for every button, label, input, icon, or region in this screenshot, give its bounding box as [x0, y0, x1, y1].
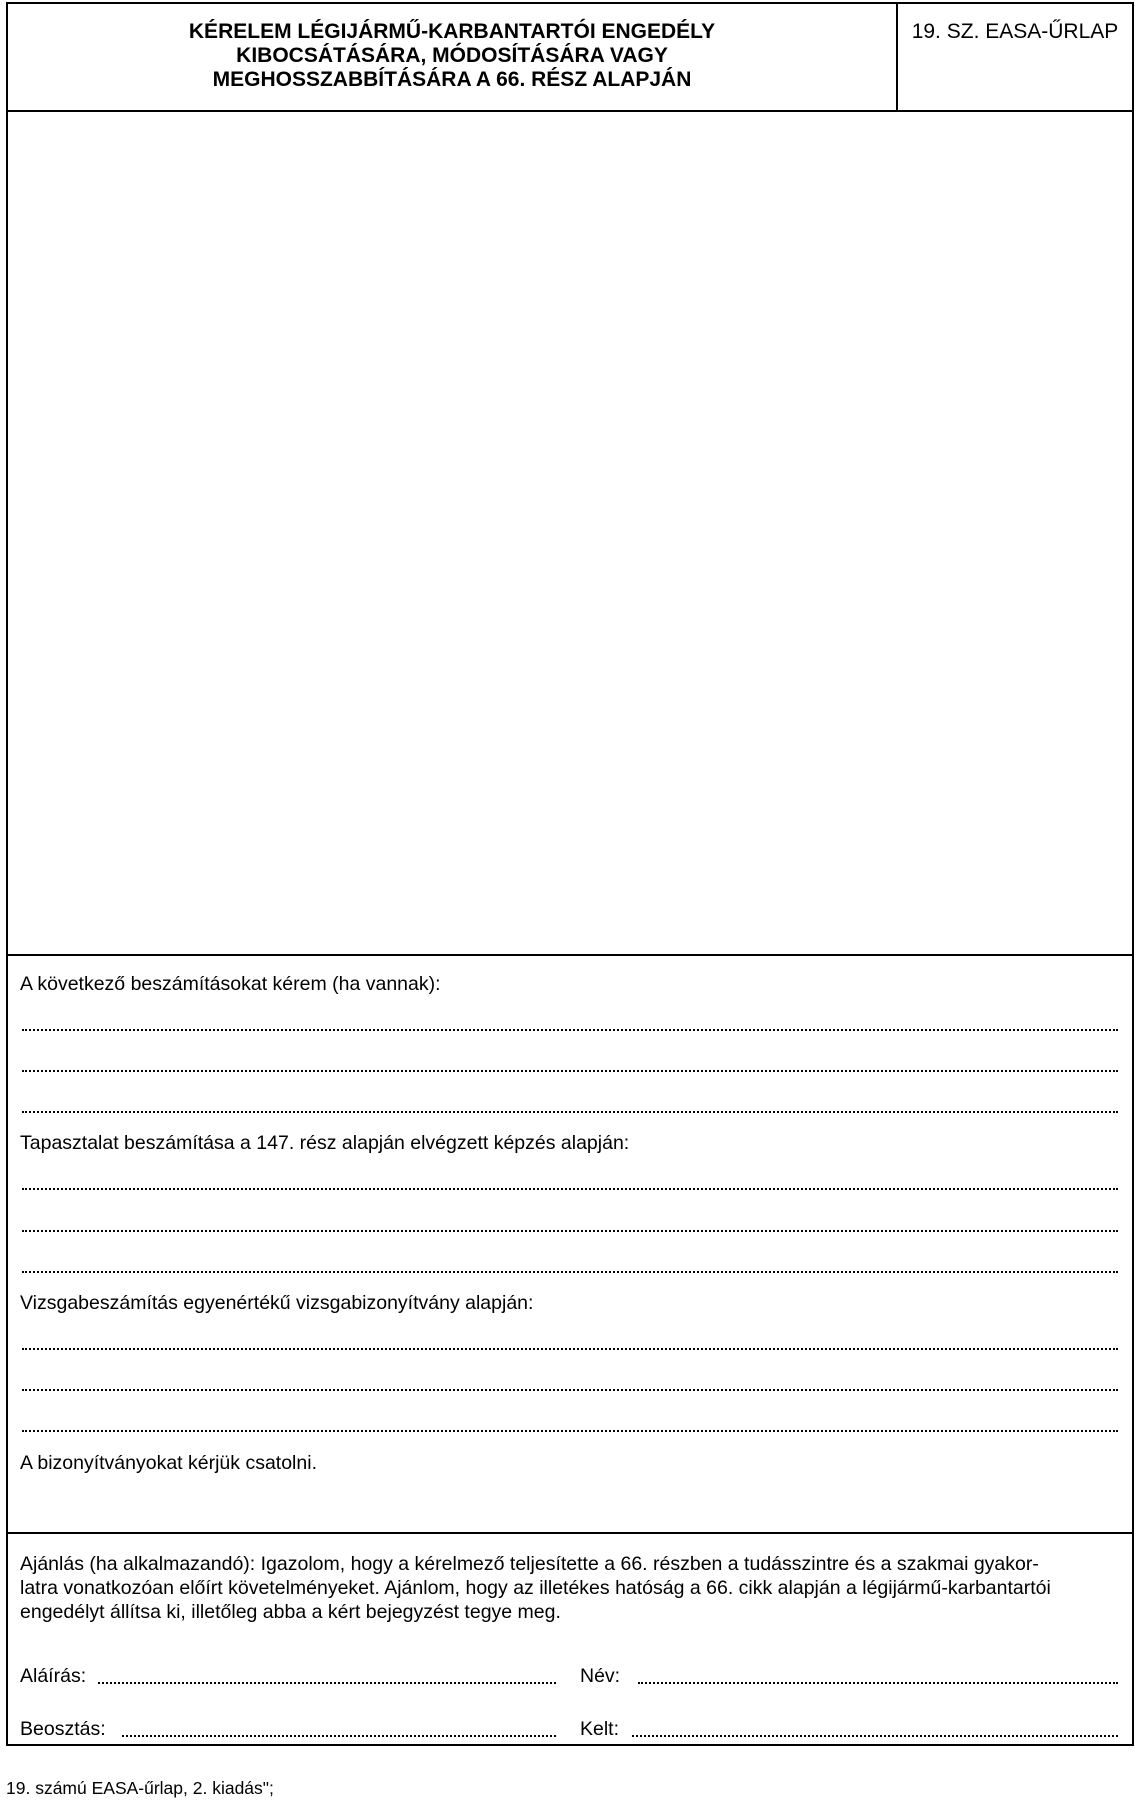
form-edition-note: 19. számú EASA-űrlap, 2. kiadás"; [6, 1778, 274, 1798]
requested-credits-line-3[interactable] [22, 1111, 1118, 1113]
signature-label: Aláírás: [20, 1665, 87, 1687]
signature-field[interactable] [98, 1682, 556, 1684]
recommendation-line-2: latra vonatkozóan előírt követelményeket. Ajánlom, hogy az illetékes hatóság a 66. cikk alapján a légijármű-karbantartói [20, 1577, 1051, 1599]
requested-credits-line-1[interactable] [22, 1029, 1118, 1031]
form-title-line-2: KIBOCSÁTÁSÁRA, MÓDOSÍTÁSÁRA VAGY [236, 44, 668, 67]
requested-credits-label: A következő beszámításokat kérem (ha vannak): [20, 973, 441, 995]
exam-credit-line-3[interactable] [22, 1430, 1118, 1432]
experience-credit-line-3[interactable] [22, 1271, 1118, 1273]
recommendation-section [8, 1534, 1132, 1746]
form-title-line-1: KÉRELEM LÉGIJÁRMŰ-KARBANTARTÓI ENGEDÉLY [188, 20, 716, 43]
experience-credit-label: Tapasztalat beszámítása a 147. rész alapján elvégzett képzés alapján: [20, 1132, 630, 1154]
date-label: Kelt: [580, 1718, 620, 1740]
recommendation-text [20, 1552, 1128, 1624]
form-code: 19. SZ. EASA-ŰRLAP [911, 20, 1119, 43]
position-field[interactable] [122, 1735, 556, 1737]
exam-credit-line-2[interactable] [22, 1389, 1118, 1391]
experience-credit-line-2[interactable] [22, 1230, 1118, 1232]
credits-section [8, 956, 1132, 1534]
application-form [6, 2, 1134, 1746]
blank-form-area [8, 110, 1132, 956]
recommendation-line-3: engedélyt állítsa ki, illetőleg abba a kért bejegyzést tegye meg. [20, 1601, 561, 1623]
requested-credits-line-2[interactable] [22, 1070, 1118, 1072]
form-title-line-3: MEGHOSSZABBÍTÁSÁRA A 66. RÉSZ ALAPJÁN [212, 68, 692, 91]
exam-credit-label: Vizsgabeszámítás egyenértékű vizsgabizonyítvány alapján: [20, 1292, 534, 1314]
date-field[interactable] [632, 1735, 1118, 1737]
name-field[interactable] [638, 1682, 1118, 1684]
form-title [8, 20, 896, 92]
experience-credit-line-1[interactable] [22, 1188, 1118, 1190]
form-header [8, 4, 1132, 112]
attach-certificates-note: A bizonyítványokat kérjük csatolni. [20, 1452, 317, 1474]
recommendation-line-1: Ajánlás (ha alkalmazandó): Igazolom, hogy a kérelmező teljesítette a 66. részben a tudásszintre és a szakmai gyakor- [20, 1553, 1039, 1575]
position-label: Beosztás: [20, 1718, 106, 1740]
name-label: Név: [580, 1665, 621, 1687]
exam-credit-line-1[interactable] [22, 1348, 1118, 1350]
